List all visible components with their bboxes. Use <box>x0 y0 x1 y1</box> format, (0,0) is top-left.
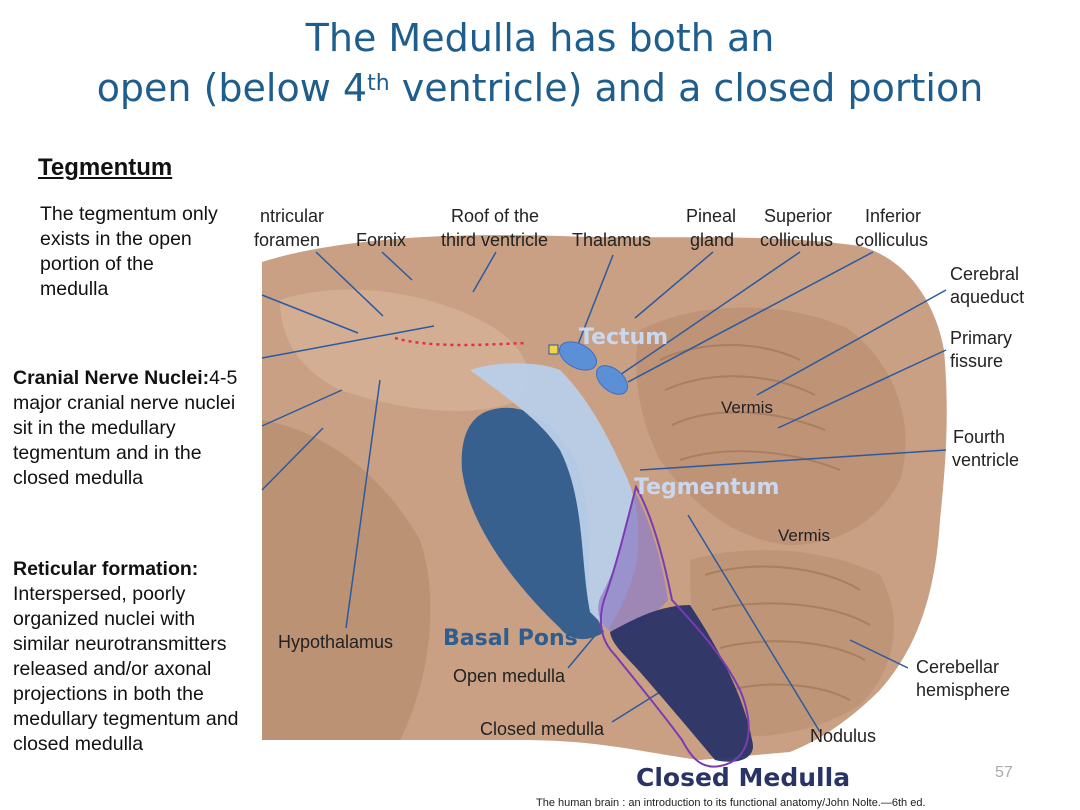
reticular-formation-desc: Interspersed, poorly organized nuclei with similar neurotransmitters released and/or axonal projections in both the medullary tegmentum and closed medulla <box>13 583 239 755</box>
cranial-nerve-nuclei-desc: 4-5 major cranial nerve nuclei sit in the medullary tegmentum and in the closed medulla <box>13 367 238 489</box>
label-closed-medulla-big: Closed Medulla <box>636 763 851 792</box>
label-pineal-1: Pineal <box>686 206 737 226</box>
label-open-medulla: Open medulla <box>453 666 566 686</box>
label-roof-2: third ventricle <box>441 230 549 250</box>
label-inferior-1: Inferior <box>865 206 922 226</box>
label-aqueduct-2: aqueduct <box>950 287 1025 307</box>
label-vermis-upper: Vermis <box>721 398 773 417</box>
label-inferior-2: colliculus <box>855 230 929 250</box>
reticular-formation-label: Reticular formation: <box>13 558 199 580</box>
cranial-nerve-nuclei-label: Cranial Nerve Nuclei: <box>13 367 210 389</box>
label-aqueduct-1: Cerebral <box>950 264 1020 284</box>
tegmentum-description: The tegmentum only exists in the open portion of the medulla <box>40 203 218 300</box>
label-pineal-2: gland <box>690 230 735 250</box>
title-line-2-end: ventricle) and a closed portion <box>389 66 984 110</box>
label-tegmentum: Tegmentum <box>634 475 780 500</box>
label-fornix: Fornix <box>356 230 407 250</box>
label-closed-medulla: Closed medulla <box>480 719 605 739</box>
label-superior-2: colliculus <box>760 230 834 250</box>
label-superior-1: Superior <box>764 206 833 226</box>
label-basal-pons: Basal Pons <box>443 626 578 651</box>
slide-title-line-1: The Medulla has both an <box>305 16 775 60</box>
label-hemisphere-1: Cerebellar <box>916 657 1000 677</box>
label-interventricular-2: foramen <box>254 230 321 250</box>
label-roof-1: Roof of the <box>451 206 540 226</box>
label-thalamus: Thalamus <box>572 230 652 250</box>
label-nodulus: Nodulus <box>810 726 877 746</box>
label-fourth-1: Fourth <box>953 427 1006 447</box>
label-hemisphere-2: hemisphere <box>916 680 1011 700</box>
label-tectum: Tectum <box>579 325 669 350</box>
label-interventricular-1: ntricular <box>260 206 325 226</box>
page-number: 57 <box>995 764 1013 781</box>
label-fissure-2: fissure <box>950 351 1004 371</box>
source-citation: The human brain : an introduction to its functional anatomy/John Nolte.—6th ed. <box>536 797 926 809</box>
title-line-2-start: open (below 4 <box>96 66 368 110</box>
label-vermis-lower: Vermis <box>778 526 830 545</box>
label-hypothalamus: Hypothalamus <box>278 632 394 652</box>
label-fourth-2: ventricle <box>952 450 1020 470</box>
tegmentum-heading: Tegmentum <box>38 154 173 181</box>
pineal-marker <box>549 345 558 354</box>
title-superscript: th <box>367 71 390 96</box>
top-labels <box>254 206 928 250</box>
label-fissure-1: Primary <box>950 328 1012 348</box>
